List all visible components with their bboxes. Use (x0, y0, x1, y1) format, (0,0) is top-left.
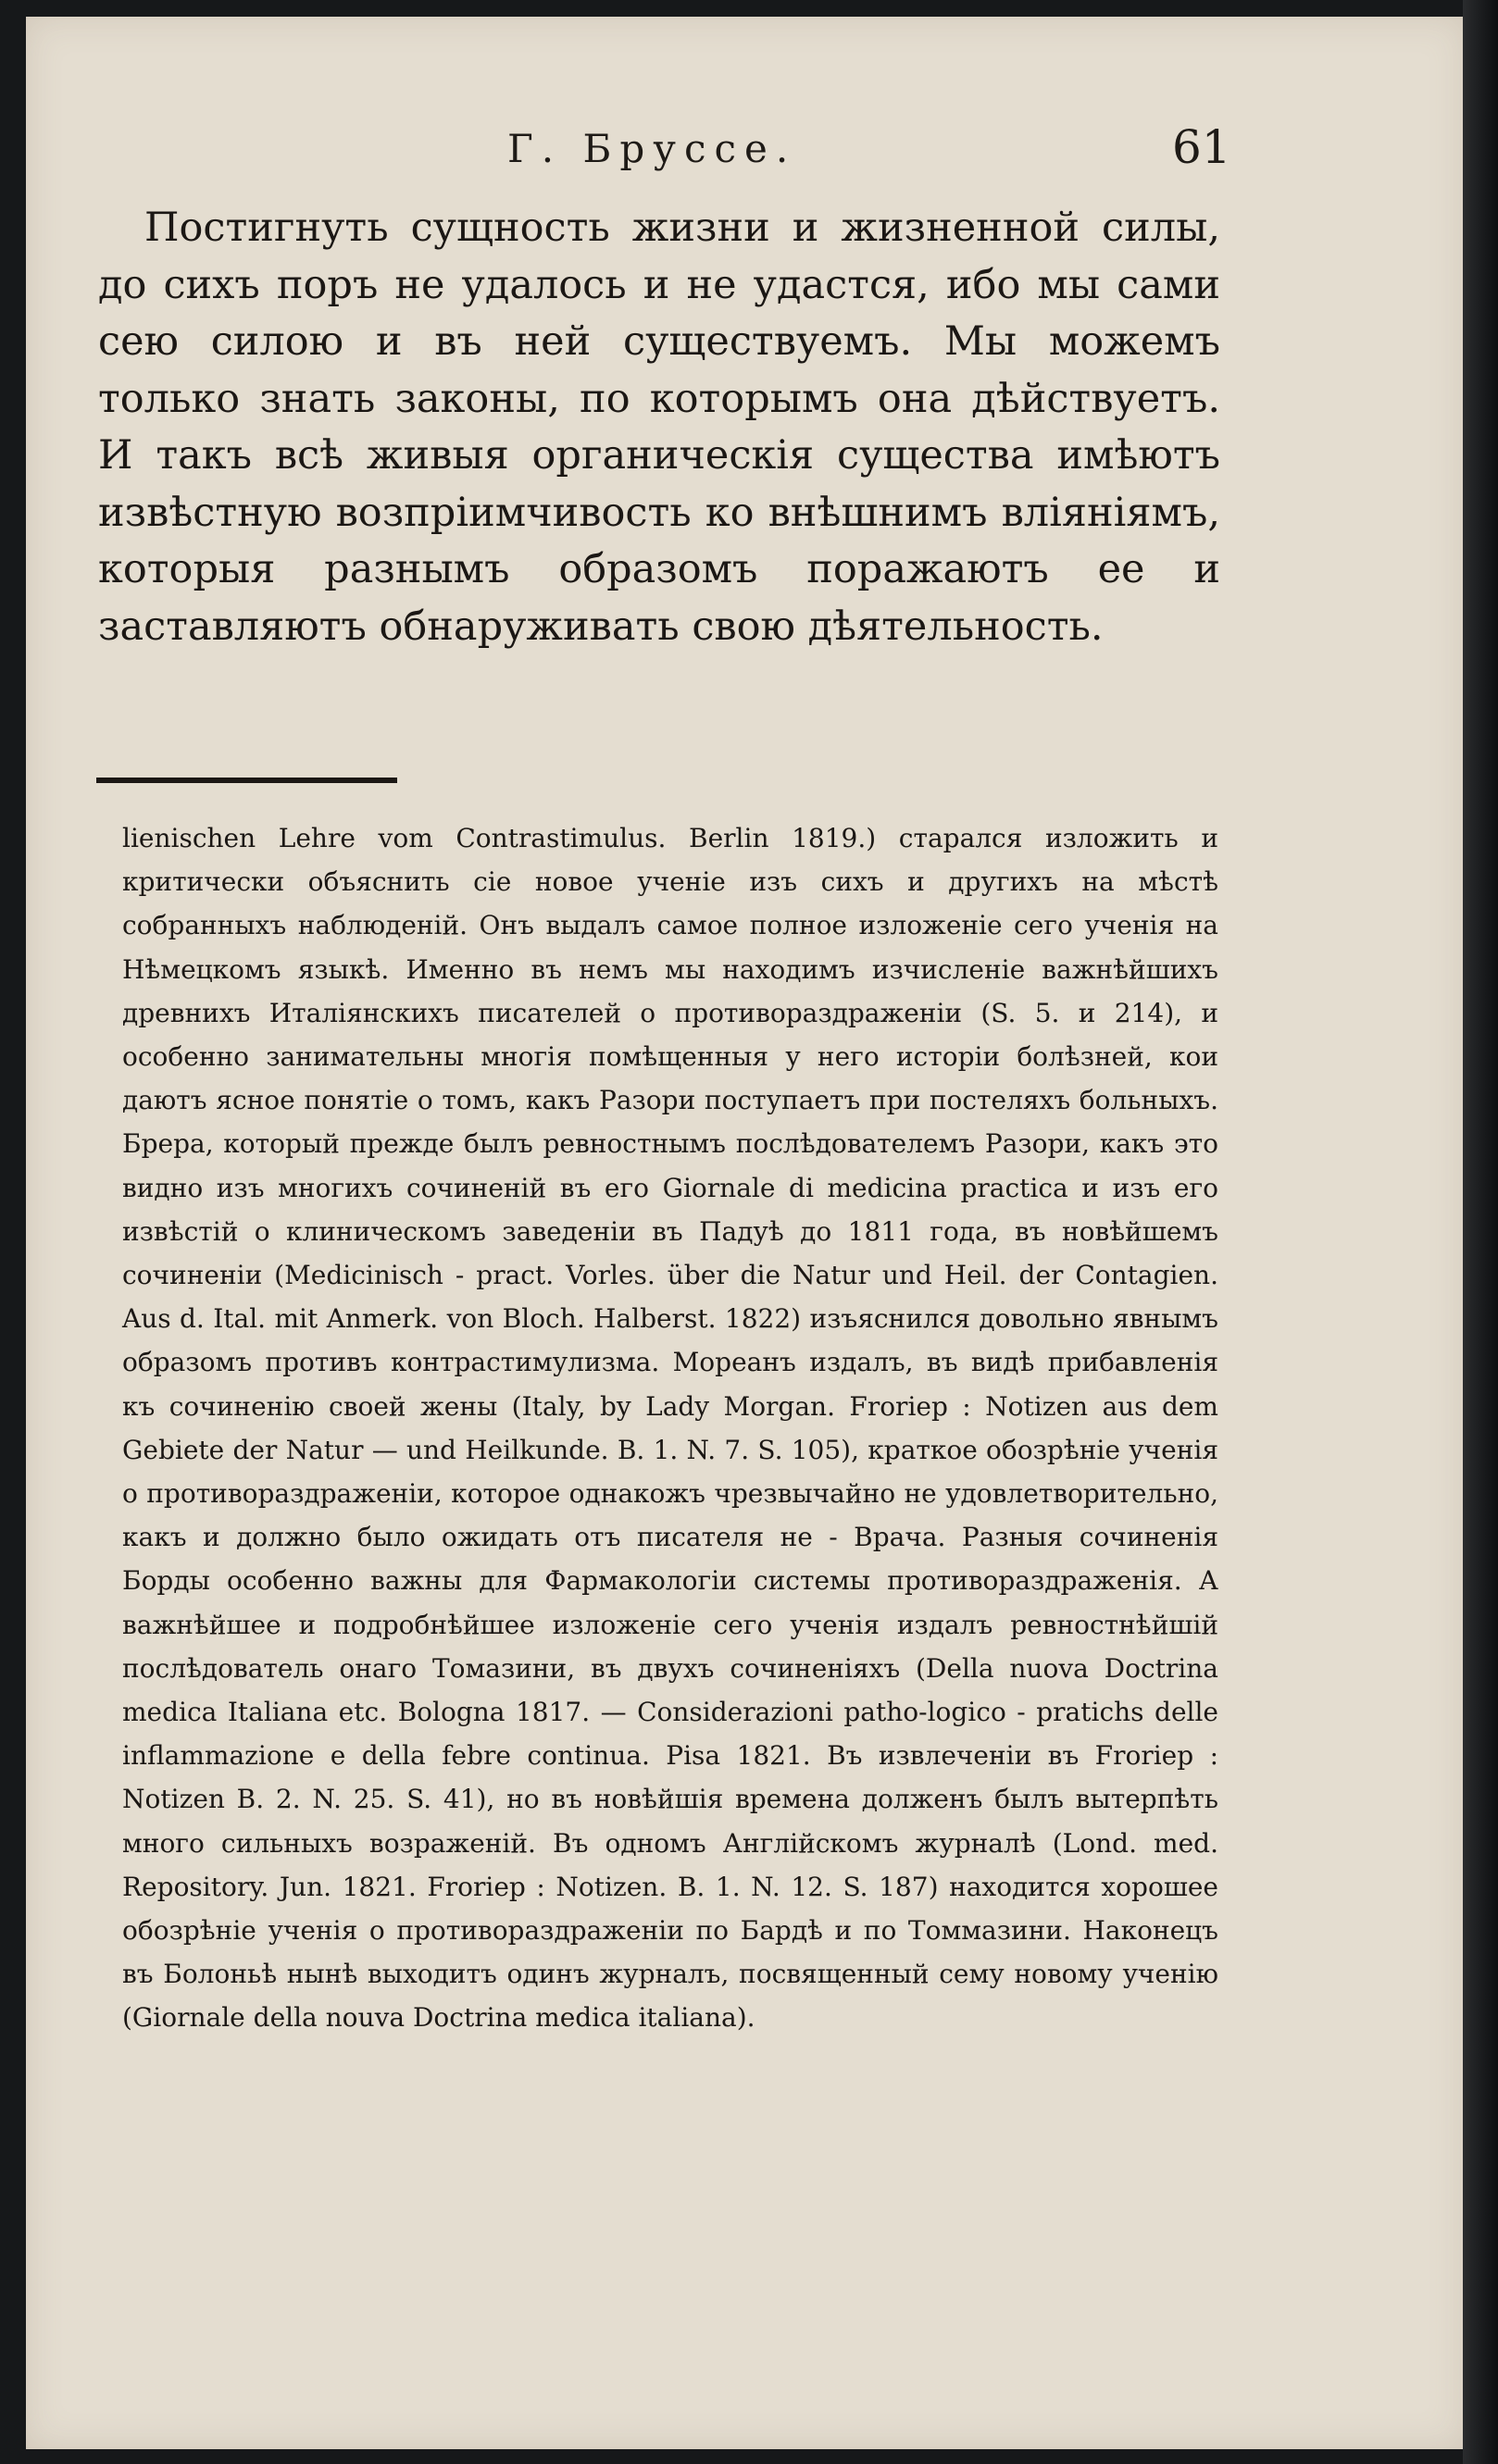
footnote (122, 816, 1218, 2040)
page-number: 61 (1172, 120, 1231, 174)
footnote-text: lienischen Lehre vom Contrastimulus. Berlin 1819.) старался изложить и критически объяснить сіе новое ученіе изъ сихъ и другихъ на мѣстѣ собранныхъ наблюденій. Онъ выдалъ самое полное изложеніе сего ученія на Нѣмецкомъ языкѣ. Именно въ немъ мы находимъ изчисленіе важнѣйшихъ древнихъ Италіянскихъ писателей о противораздраженіи (S. 5. и 214), и особенно занимательны многія помѣщенныя у него исторіи болѣзней, кои даютъ ясное понятіе о томъ, какъ Разори поступаетъ при постеляхъ больныхъ. Брера, который прежде былъ ревностнымъ послѣдователемъ Разори, какъ это видно изъ многихъ сочиненій въ его Giornale di medicina practica и изъ его извѣстій о клиническомъ заведеніи въ Падуѣ до 1811 года, въ новѣйшемъ сочиненіи (Medicinisch - pract. Vorles. über die Natur und Heil. der Contagien. Aus d. Ital. mit Anmerk. von Bloch. Halberst. 1822) изъяснился довольно явнымъ образомъ противъ контрастимулизма. Мореанъ издалъ, въ видѣ прибавленія къ сочиненію своей жены (Italy, by Lady Morgan. Froriep : Notizen aus dem Gebiete der Natur — und Heilkunde. B. 1. N. 7. S. 105), краткое обозрѣніе ученія о противораздраженіи, которое однакожъ чрезвычайно не удовлетворительно, какъ и должно было ожидать отъ писателя не - Врача. Разныя сочиненія Борды особенно важны для Фармакологіи системы противораздраженія. А важнѣйшее и подробнѣйшее изложеніе сего ученія издалъ ревностнѣйшій послѣдователь онаго Томазини, въ двухъ сочиненіяхъ (Della nuova Doctrina medica Italiana etc. Bologna 1817. — Considerazioni patho-logico - pratichs delle inflammazione e della febre continua. Pisa 1821. Въ извлеченіи въ Froriep : Notizen B. 2. N. 25. S. 41), но въ новѣйшія времена долженъ былъ вытерпѣть много сильныхъ возраженій. Въ одномъ Англійскомъ журналѣ (Lond. med. Repository. Jun. 1821. Froriep : Notizen. B. 1. N. 12. S. 187) находится хорошее обозрѣніе ученія о противораздраженіи по Бардѣ и по Томмазини. Наконецъ въ Болоньѣ нынѣ выходитъ одинъ журналъ, посвященный сему новому ученію (Giornale della nouva Doctrina medica italiana). (122, 823, 1218, 2034)
footnote-separator-rule (96, 778, 397, 783)
book-page (26, 17, 1466, 2449)
scan-edge (1463, 0, 1498, 2464)
main-paragraph: Постигнуть сущность жизни и жизненной силы, до сихъ поръ не удалось и не удастся, ибо мы сами сею силою и въ ней существуемъ. Мы можемъ только знать законы, по которымъ она дѣйствуетъ. И такъ всѣ живыя органическія существа имѣютъ извѣстную возпріимчивость ко внѣшнимъ вліяніямъ, которыя разнымъ образомъ поражаютъ ее и заставляютъ обнаруживать свою дѣятельность. (98, 205, 1220, 650)
running-head: Г. Бруссе. (507, 126, 797, 171)
